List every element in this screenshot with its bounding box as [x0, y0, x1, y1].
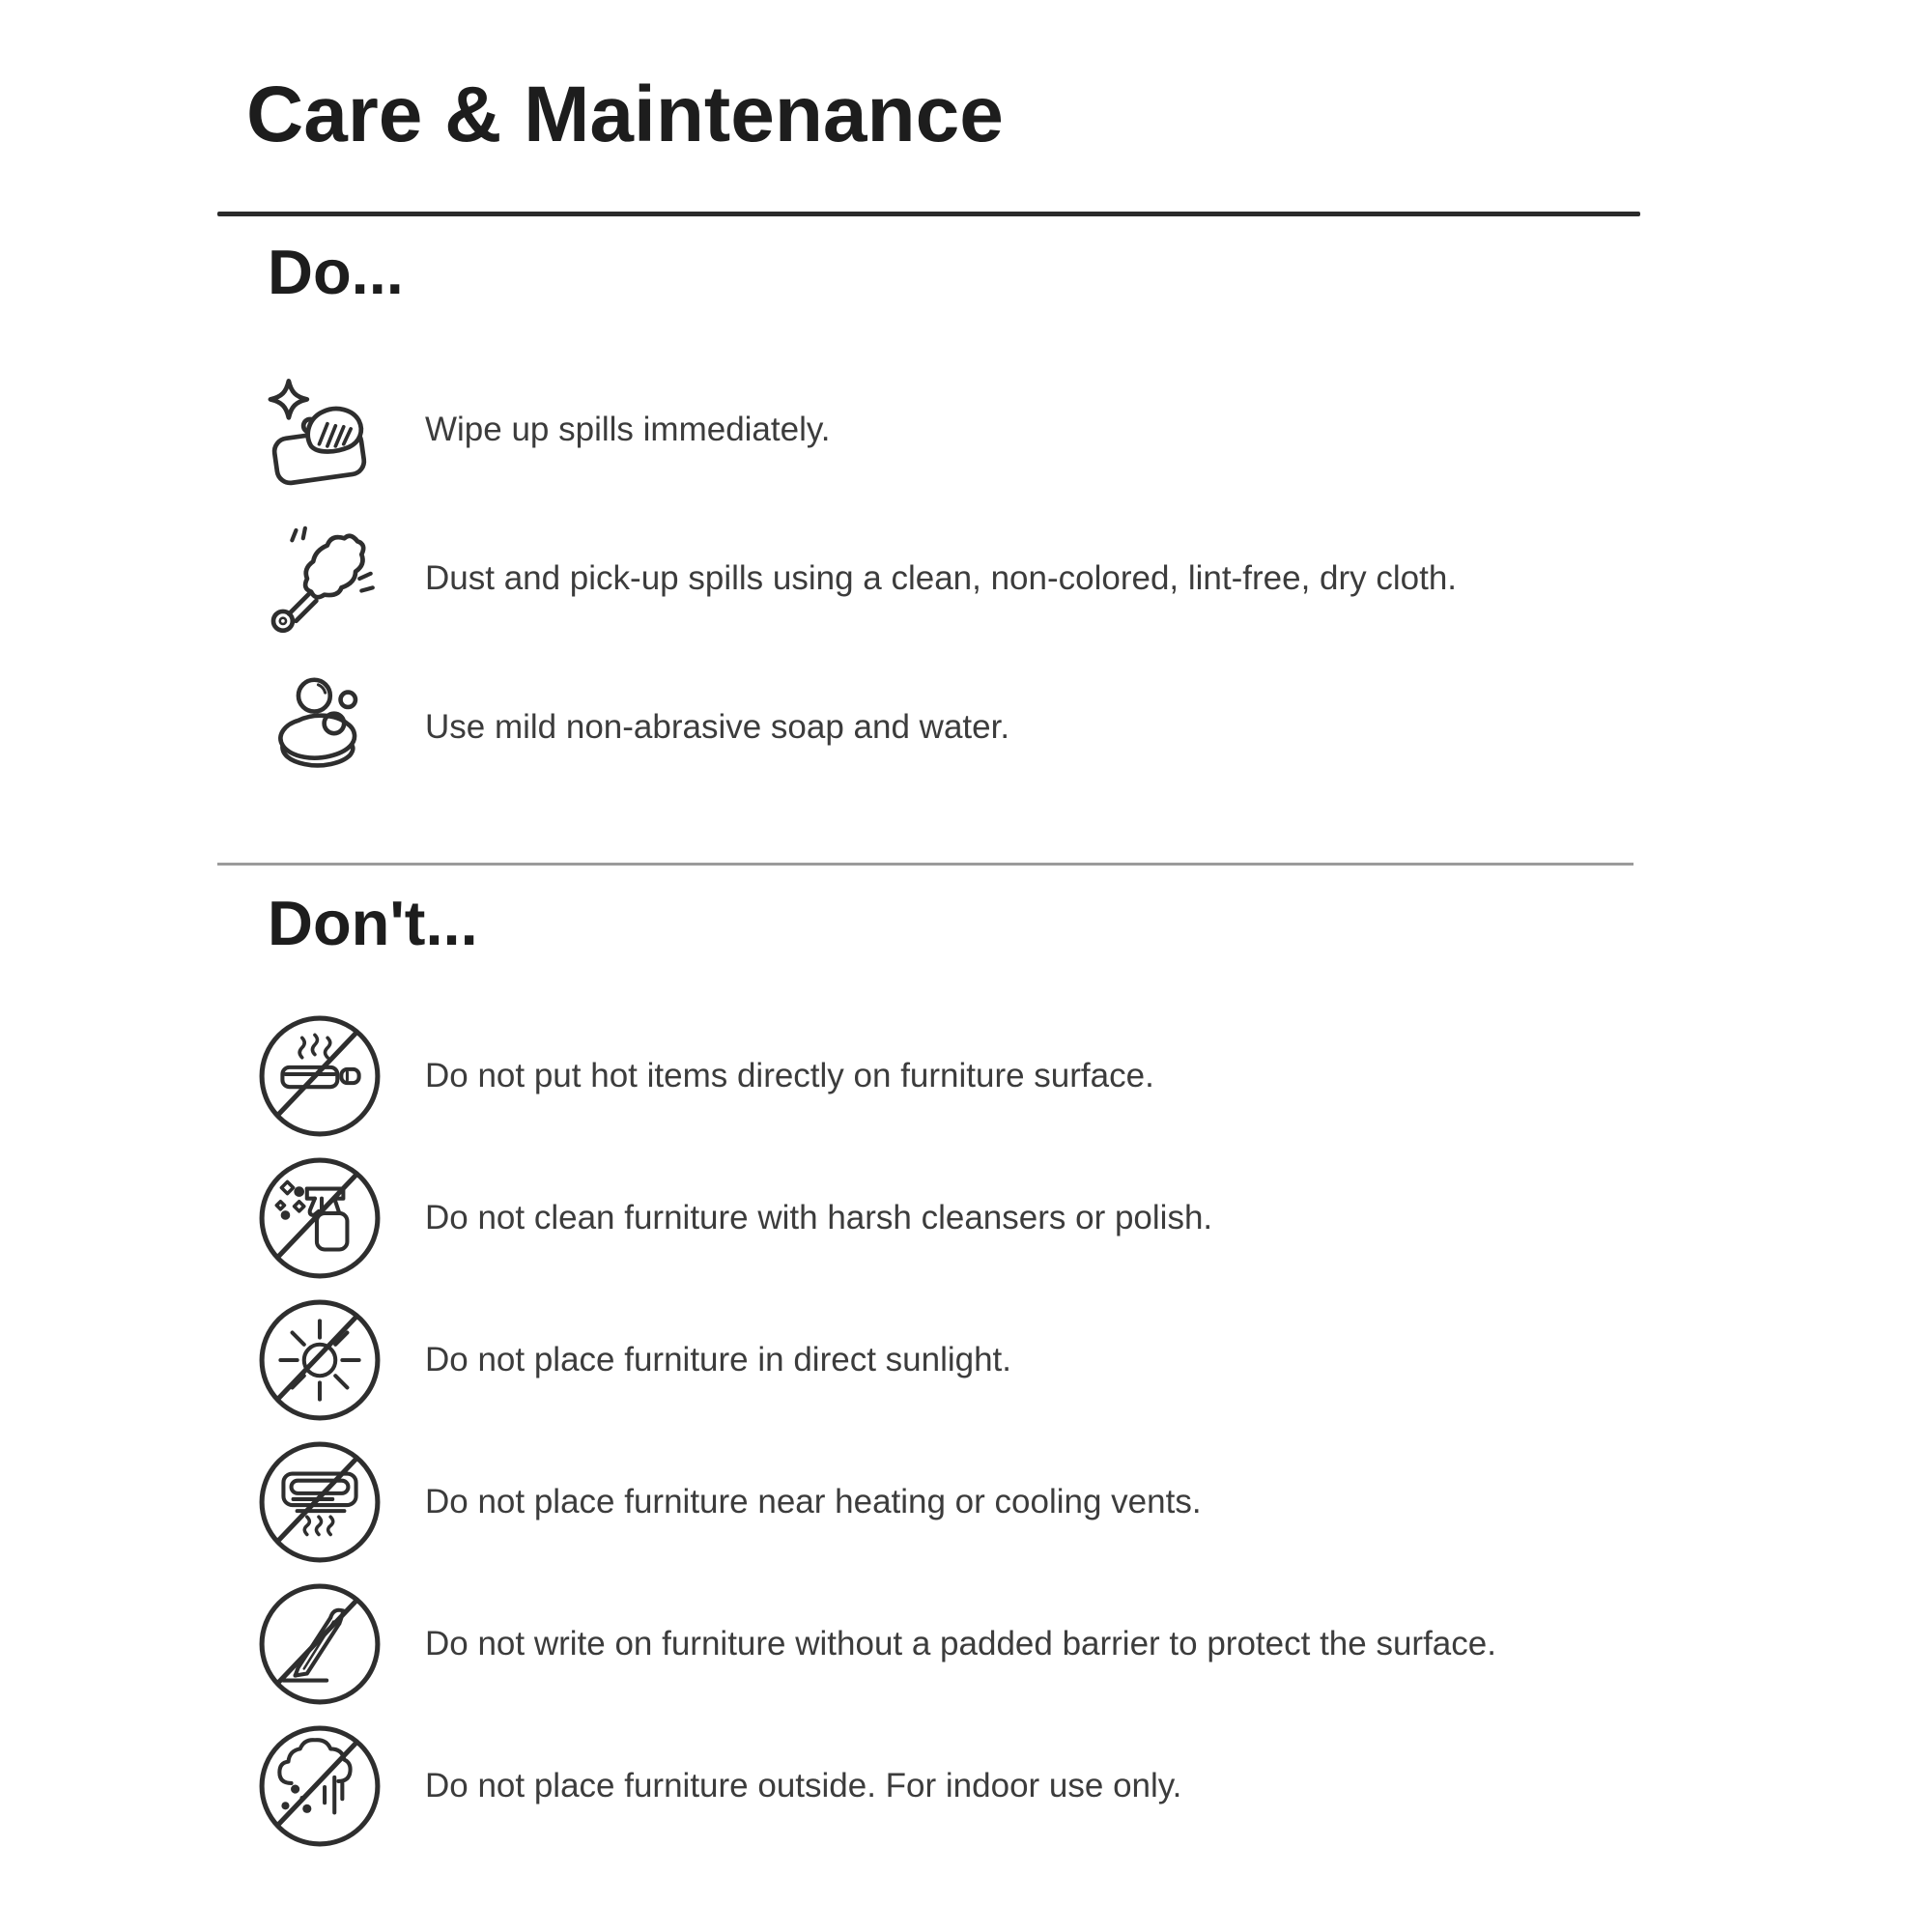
care-item-mild-soap — [246, 653, 1457, 802]
dont-section-heading: Don't... — [268, 888, 478, 958]
dont-section-list — [246, 1005, 1496, 1857]
no-hot-items-icon — [246, 1012, 393, 1140]
duster-icon — [246, 522, 393, 636]
care-item-no-heating-vents — [246, 1431, 1496, 1573]
care-item-label: Do not place furniture in direct sunlight. — [425, 1340, 1011, 1378]
no-harsh-cleansers-icon — [246, 1154, 393, 1282]
care-item-label: Dust and pick-up spills using a clean, non-colored, lint-free, dry cloth. — [425, 559, 1458, 597]
care-item-label: Do not place furniture near heating or cooling vents. — [425, 1482, 1202, 1520]
wipe-spill-icon — [246, 373, 393, 487]
do-section-heading: Do... — [268, 237, 404, 307]
care-item-no-direct-sunlight — [246, 1289, 1496, 1431]
care-item-label: Wipe up spills immediately. — [425, 411, 831, 448]
care-item-label: Do not write on furniture without a padded barrier to protect the surface. — [425, 1624, 1496, 1662]
do-section-list — [246, 355, 1457, 802]
no-outdoor-use-icon — [246, 1722, 393, 1850]
care-item-no-harsh-cleansers — [246, 1147, 1496, 1289]
care-item-label: Do not put hot items directly on furniture surface. — [425, 1056, 1154, 1094]
care-item-dusting — [246, 504, 1457, 653]
care-item-label: Do not place furniture outside. For indoor use only. — [425, 1766, 1182, 1804]
section-divider — [217, 863, 1634, 866]
care-item-label: Do not clean furniture with harsh cleansers or polish. — [425, 1198, 1213, 1236]
soap-and-water-icon — [246, 670, 393, 784]
care-item-wipe-spills — [246, 355, 1457, 504]
no-direct-sunlight-icon — [246, 1296, 393, 1424]
care-item-no-outdoor-use — [246, 1715, 1496, 1857]
title-divider — [217, 212, 1640, 216]
no-writing-icon — [246, 1580, 393, 1708]
care-item-no-hot-items — [246, 1005, 1496, 1147]
page-title: Care & Maintenance — [246, 71, 1004, 158]
care-item-label: Use mild non-abrasive soap and water. — [425, 708, 1010, 746]
care-item-no-writing — [246, 1573, 1496, 1715]
no-heating-cooling-vents-icon — [246, 1438, 393, 1566]
